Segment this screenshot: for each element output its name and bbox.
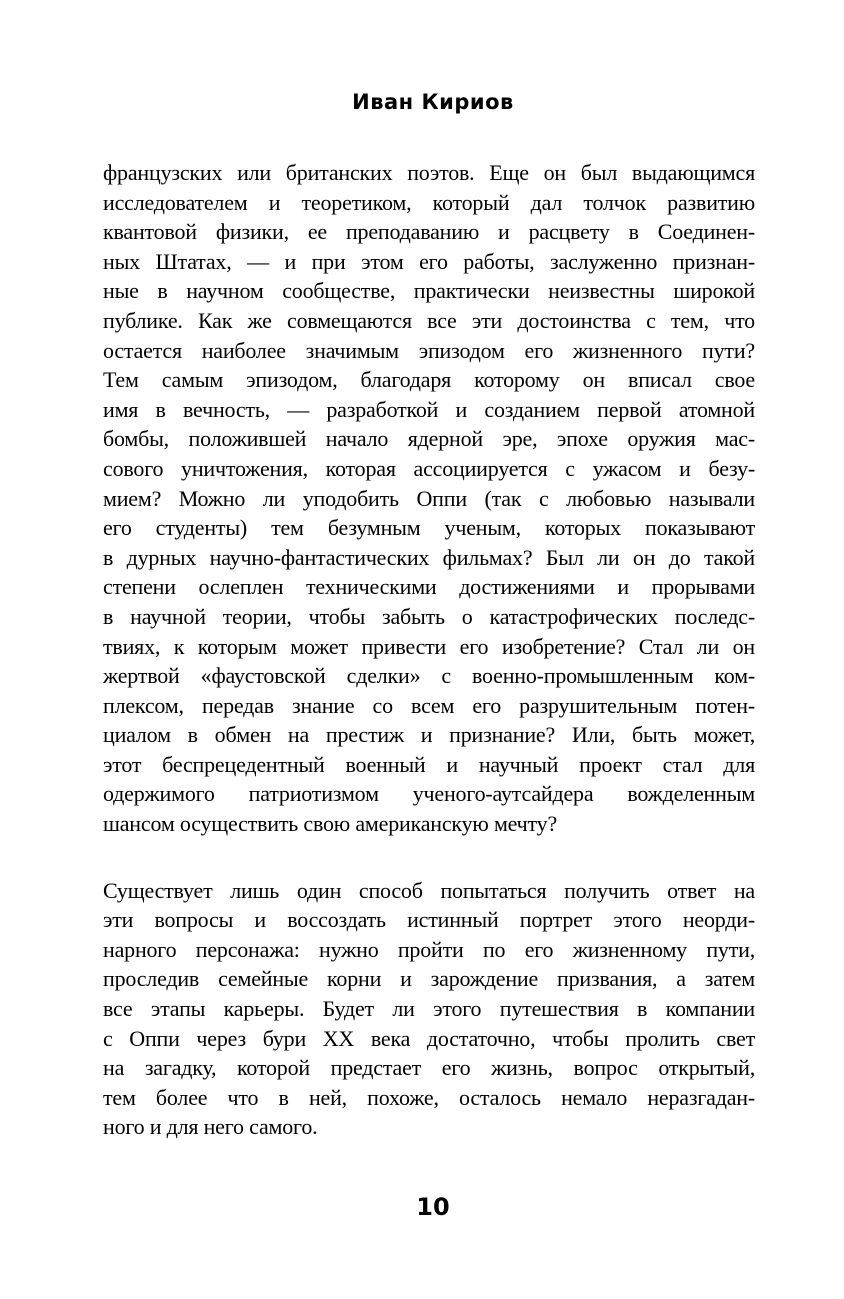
text-line: шансом осуществить свою американскую мечту? <box>103 811 558 837</box>
text-line: тем более что в ней, похоже, осталось немало неразгадан- <box>103 1084 755 1110</box>
text-line: твиях, к которым может привести его изобретение? Стал ли он <box>103 633 755 659</box>
text-line: в дурных научно-фантастических фильмах? Был ли он до такой <box>103 544 755 570</box>
text-line: проследив семейные корни и зарождение призвания, а затем <box>103 966 755 992</box>
text-line: нарного персонажа: нужно пройти по его жизненному пути, <box>103 936 755 962</box>
text-line: публике. Как же совмещаются все эти достоинства с тем, что <box>103 307 755 333</box>
text-line: Тем самым эпизодом, благодаря которому он вписал свое <box>103 367 755 393</box>
text-line: французских или британских поэтов. Еще он был выдающимся <box>103 160 755 185</box>
text-line: ные в научном сообществе, практически неизвестны широкой <box>103 278 755 304</box>
text-line: с Оппи через бури XX века достаточно, чтобы пролить свет <box>103 1025 755 1051</box>
page-number: 10 <box>416 1193 450 1221</box>
text-line: степени ослеплен техническими достижениями и прорывами <box>103 574 755 600</box>
text-line: ного и для него самого. <box>103 1114 318 1140</box>
text-line: его студенты) тем безумным ученым, которых показывают <box>103 515 755 541</box>
paragraph <box>103 158 755 839</box>
text-line: остается наиболее значимым эпизодом его жизненного пути? <box>103 337 755 363</box>
text-block <box>103 158 755 1142</box>
text-line: исследователем и теоретиком, который дал толчок развитию <box>103 189 755 215</box>
text-line: эти вопросы и воссоздать истинный портрет этого неорди- <box>103 907 755 933</box>
text-line: этот беспрецедентный военный и научный проект стал для <box>103 751 755 777</box>
text-line: плексом, передав знание со всем его разрушительным потен- <box>103 692 755 718</box>
text-line: имя в вечность, — разработкой и созданием первой атомной <box>103 396 755 422</box>
text-line: жертвой «фаустовской сделки» с военно-промышленным ком- <box>103 663 755 689</box>
text-line: все этапы карьеры. Будет ли этого путешествия в компании <box>103 996 755 1022</box>
text-line: в научной теории, чтобы забыть о катастрофических последс- <box>103 603 755 629</box>
text-line: сового уничтожения, которая ассоциируется с ужасом и безу- <box>103 455 755 481</box>
running-head: Иван Кириов <box>352 90 514 114</box>
text-line: мием? Можно ли уподобить Оппи (так с любовью называли <box>103 485 755 511</box>
text-line: бомбы, положившей начало ядерной эре, эпохе оружия мас- <box>103 426 755 452</box>
text-line: ных Штатах, — и при этом его работы, заслуженно признан- <box>103 248 755 274</box>
text-line: циалом в обмен на престиж и признание? Или, быть может, <box>103 722 755 748</box>
text-line: квантовой физики, ее преподаванию и расцвету в Соединен- <box>103 219 755 245</box>
text-line: Существует лишь один способ попытаться получить ответ на <box>103 877 755 903</box>
text-line: одержимого патриотизмом ученого-аутсайдера вожделенным <box>103 781 755 807</box>
text-line: на загадку, которой предстает его жизнь, вопрос открытый, <box>103 1055 755 1081</box>
paragraph <box>103 876 755 1142</box>
